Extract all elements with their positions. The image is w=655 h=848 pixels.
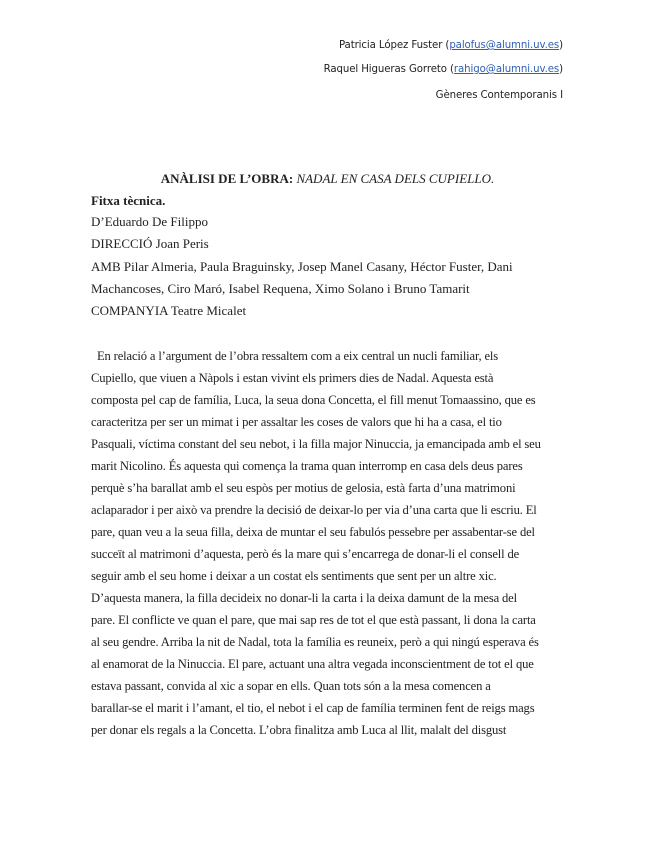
author-name: Raquel Higueras Gorreto	[323, 64, 447, 75]
author-name: Patricia López Fuster	[338, 40, 443, 51]
body-line: perquè s’ha barallat amb el seu espòs per motius de gelosia, està farta d’una matrimoni	[91, 481, 516, 495]
credit-line: COMPANYIA Teatre Micalet	[91, 303, 247, 318]
body-line: caracteritza per ser un mimat i per assaltar les coses de valors que hi ha a casa, el tio	[91, 415, 502, 429]
body-line: D’aquesta manera, la filla decideix no donar-li la carta i la deixa damunt de la mesa del	[91, 591, 517, 605]
body-line: estava passant, convida al xic a sopar en ells. Quan tots són a la mesa comencen a	[91, 679, 491, 693]
course-name: Gèneres Contemporanis I	[435, 90, 563, 101]
section-heading: Fitxa tècnica.	[91, 193, 166, 208]
body-line: barallar-se el marit i l’amant, el tio, el nebot i el cap de família terminen fent de reigs mags	[91, 701, 535, 715]
body-line: Pasquali, víctima constant del seu nebot, i la filla major Ninuccia, ja emancipada amb el seu	[91, 437, 541, 451]
email-link[interactable]: palofus@alumni.uv.es	[449, 40, 560, 51]
credit-line: Machancoses, Ciro Maró, Isabel Requena, Ximo Solano i Bruno Tamarit	[91, 281, 470, 296]
body-line: composta pel cap de família, Luca, la seua dona Concetta, el fill menut Tomaassino, que es	[91, 393, 536, 407]
author-line-1: Patricia López Fuster (palofus@alumni.uv.es)	[338, 40, 563, 51]
body-line: al enamorat de la Ninuccia. El pare, actuant una altra vegada inconscientment de tot el que	[91, 657, 534, 671]
body-line: per donar els regals a la Concetta. L’obra finalitza amb Luca al llit, malalt del disgust	[91, 723, 507, 737]
body-line: aclaparador i per això va prendre la decisió de deixar-lo per via d’una carta que li escriu. El	[91, 503, 537, 517]
body-line: marit Nicolino. És aquesta qui comença la trama quan interromp en casa dels deus pares	[91, 459, 523, 473]
title-lead: ANÀLISI DE L’OBRA:	[160, 171, 294, 186]
body-line: al seu gendre. Arriba la nit de Nadal, tota la família es reuneix, però a qui ningú esperava és	[91, 635, 539, 649]
credit-line: DIRECCIÓ Joan Peris	[91, 236, 209, 251]
body-line: En relació a l’argument de l’obra ressaltem com a eix central un nucli familiar, els	[91, 349, 499, 363]
title-work: NADAL EN CASA DELS CUPIELLO.	[296, 171, 495, 186]
body-line: seguir amb el seu home i deixar a un costat els sentiments que sent per un altre xic.	[91, 569, 497, 583]
body-paragraph	[91, 345, 569, 741]
email-link[interactable]: rahigo@alumni.uv.es	[453, 64, 560, 75]
document-title	[0, 171, 655, 187]
body-line: pare. El conflicte ve quan el pare, que mai sap res de tot el que està passant, li dona la carta	[91, 613, 536, 627]
body-line: pare, quan veu a la seua filla, deixa de muntar el seu fabulós pessebre per assabentar-se del	[91, 525, 535, 539]
author-line-2: Raquel Higueras Gorreto (rahigo@alumni.uv.es)	[323, 64, 563, 75]
body-line: succeït al matrimoni d’aquesta, però és la mare qui s’encarrega de donar-li el consell de	[91, 547, 520, 561]
body-line: Cupiello, que viuen a Nàpols i estan vivint els primers dies de Nadal. Aquesta està	[91, 371, 494, 385]
credit-line: AMB Pilar Almeria, Paula Braguinsky, Josep Manel Casany, Héctor Fuster, Dani	[91, 259, 513, 274]
credit-line: D’Eduardo De Filippo	[91, 214, 208, 229]
